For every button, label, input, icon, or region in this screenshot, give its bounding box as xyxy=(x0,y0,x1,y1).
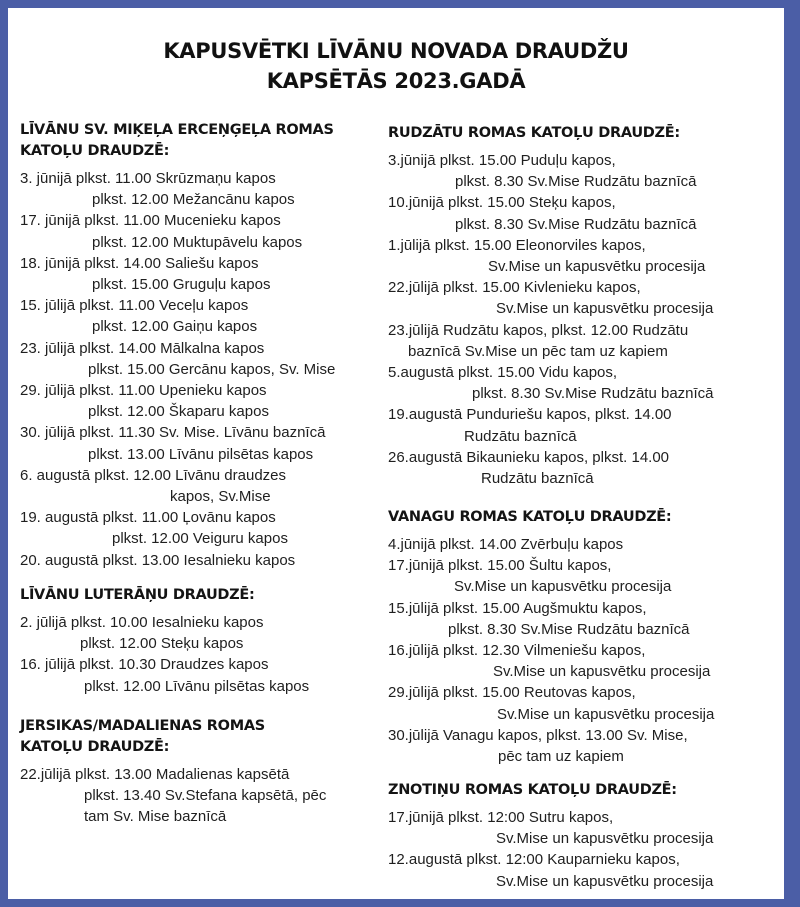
schedule-entry xyxy=(388,235,780,277)
entry-continuation-line: kapos, Sv.Mise xyxy=(170,488,271,506)
schedule-entry xyxy=(388,849,780,891)
page-title xyxy=(8,36,784,96)
section-heading-line: RUDZĀTU ROMAS KATOĻU DRAUDZĒ: xyxy=(388,125,680,141)
entry-date-line: 4.jūnijā plkst. 14.00 Zvērbuļu kapos xyxy=(388,536,624,553)
entry-continuation-line: Sv.Mise un kapusvētku procesija xyxy=(488,258,706,276)
title-line-2: KAPSĒTĀS 2023.GADĀ xyxy=(266,69,526,93)
entry-date-line: 17.jūnijā plkst. 12:00 Sutru kapos, xyxy=(388,809,614,826)
entry-date-line: 12.augustā plkst. 12:00 Kauparnieku kapos, xyxy=(388,851,680,869)
section-heading-line: ZNOTIŅU ROMAS KATOĻU DRAUDZĒ: xyxy=(388,782,677,798)
schedule-entry xyxy=(20,764,380,828)
section-heading-line: JERSIKAS/MADALIENAS ROMAS xyxy=(20,718,265,734)
entry-date-line: 20. augustā plkst. 13.00 Iesalnieku kapos xyxy=(20,551,296,569)
section-heading-line: KATOĻU DRAUDZĒ: xyxy=(20,143,170,159)
schedule-entry xyxy=(20,253,380,295)
entry-date-line: 30. jūlijā plkst. 11.30 Sv. Mise. Līvānu baznīcā xyxy=(20,424,326,442)
title-line-1: KAPUSVĒTKI LĪVĀNU NOVADA DRAUDŽU xyxy=(163,39,629,63)
entry-date-line: 6. augustā plkst. 12.00 Līvānu draudzes xyxy=(20,466,287,484)
entry-date-line: 19.augustā Punduriešu kapos, plkst. 14.00 xyxy=(388,406,672,424)
entry-date-line: 18. jūnijā plkst. 14.00 Saliešu kapos xyxy=(20,254,259,272)
entry-date-line: 16. jūlijā plkst. 10.30 Draudzes kapos xyxy=(20,656,269,674)
section-heading xyxy=(388,780,780,801)
entry-date-line: 29. jūlijā plkst. 11.00 Upenieku kapos xyxy=(20,382,267,400)
entry-continuation-line: pēc tam uz kapiem xyxy=(498,748,624,766)
schedule-list xyxy=(388,534,780,767)
entry-continuation-line: Sv.Mise un kapusvētku procesija xyxy=(454,578,672,596)
entry-continuation-line: Sv.Mise un kapusvētku procesija xyxy=(497,705,715,723)
schedule-entry xyxy=(388,150,780,192)
schedule-entry xyxy=(20,465,380,507)
schedule-entry xyxy=(388,682,780,724)
schedule-entry xyxy=(20,550,380,571)
schedule-entry xyxy=(388,277,780,319)
entry-date-line: 5.augustā plkst. 15.00 Vidu kapos, xyxy=(388,364,618,382)
entry-continuation-line: Rudzātu baznīcā xyxy=(464,427,577,445)
entry-date-line: 26.augustā Bikaunieku kapos, plkst. 14.00 xyxy=(388,448,670,466)
entry-continuation-line: Sv.Mise un kapusvētku procesija xyxy=(496,872,714,890)
entry-date-line: 10.jūnijā plkst. 15.00 Steķu kapos, xyxy=(388,194,616,212)
entry-date-line: 23. jūlijā plkst. 14.00 Mālkalna kapos xyxy=(20,339,265,357)
schedule-entry xyxy=(388,555,780,597)
schedule-entry xyxy=(20,507,380,549)
schedule-entry xyxy=(20,338,380,380)
schedule-entry xyxy=(388,725,780,767)
section-jersikas-madalienas xyxy=(20,716,380,828)
entry-continuation-line: plkst. 12.00 Līvānu pilsētas kapos xyxy=(84,677,310,695)
entry-continuation-line: plkst. 12.00 Steķu kapos xyxy=(80,635,244,653)
section-heading xyxy=(20,120,380,162)
schedule-entry xyxy=(20,168,380,210)
entry-date-line: 2. jūlijā plkst. 10.00 Iesalnieku kapos xyxy=(20,614,264,631)
entry-continuation-line: plkst. 12.00 Gaiņu kapos xyxy=(92,318,258,336)
entry-continuation-line: plkst. 8.30 Sv.Mise Rudzātu baznīcā xyxy=(455,173,697,191)
section-heading-line: LĪVĀNU SV. MIĶEĻA ERCEŅĢEĻA ROMAS xyxy=(20,122,334,138)
entry-date-line: 1.jūlijā plkst. 15.00 Eleonorviles kapos, xyxy=(388,236,646,254)
section-rudzatu xyxy=(388,123,780,489)
entry-continuation-line: tam Sv. Mise baznīcā xyxy=(84,808,227,826)
entry-continuation-line: Sv.Mise un kapusvētku procesija xyxy=(493,663,711,681)
schedule-entry xyxy=(388,640,780,682)
entry-continuation-line: plkst. 12.00 Škaparu kapos xyxy=(88,403,269,421)
entry-continuation-line: plkst. 12.00 Muktupāvelu kapos xyxy=(92,233,303,251)
entry-date-line: 22.jūlijā plkst. 15.00 Kivlenieku kapos, xyxy=(388,279,641,297)
schedule-entry xyxy=(20,654,380,696)
entry-date-line: 3.jūnijā plkst. 15.00 Puduļu kapos, xyxy=(388,152,616,169)
schedule-list xyxy=(20,168,380,571)
schedule-entry xyxy=(388,320,780,362)
entry-date-line: 15.jūlijā plkst. 15.00 Augšmuktu kapos, xyxy=(388,599,647,617)
schedule-list xyxy=(20,612,380,697)
entry-continuation-line: plkst. 15.00 Gercānu kapos, Sv. Mise xyxy=(88,360,336,378)
entry-date-line: 23.jūlijā Rudzātu kapos, plkst. 12.00 Rudzātu xyxy=(388,321,689,339)
entry-continuation-line: Rudzātu baznīcā xyxy=(481,470,594,488)
entry-continuation-line: plkst. 13.00 Līvānu pilsētas kapos xyxy=(88,445,314,463)
entry-date-line: 15. jūlijā plkst. 11.00 Veceļu kapos xyxy=(20,297,249,315)
entry-date-line: 17. jūnijā plkst. 11.00 Mucenieku kapos xyxy=(20,212,281,230)
entry-date-line: 30.jūlijā Vanagu kapos, plkst. 13.00 Sv. Mise, xyxy=(388,726,688,744)
poster xyxy=(8,8,784,899)
section-heading-line: KATOĻU DRAUDZĒ: xyxy=(20,739,170,755)
schedule-entry xyxy=(388,534,780,555)
entry-date-line: 16.jūlijā plkst. 12.30 Vilmeniešu kapos, xyxy=(388,642,646,660)
entry-date-line: 22.jūlijā plkst. 13.00 Madalienas kapsētā xyxy=(20,766,290,783)
section-livanu-katolu xyxy=(20,120,380,571)
entry-continuation-line: baznīcā Sv.Mise un pēc tam uz kapiem xyxy=(408,342,668,360)
schedule-entry xyxy=(20,612,380,654)
section-heading xyxy=(388,123,780,144)
section-heading xyxy=(20,585,380,606)
entry-date-line: 3. jūnijā plkst. 11.00 Skrūzmaņu kapos xyxy=(20,170,276,187)
section-heading xyxy=(388,507,780,528)
schedule-entry xyxy=(388,362,780,404)
entry-continuation-line: plkst. 15.00 Gruguļu kapos xyxy=(92,276,271,294)
schedule-entry xyxy=(388,447,780,489)
schedule-list xyxy=(388,150,780,489)
schedule-entry xyxy=(20,295,380,337)
entry-continuation-line: Sv.Mise un kapusvētku procesija xyxy=(496,300,714,318)
schedule-entry xyxy=(20,210,380,252)
section-znotinu xyxy=(388,780,780,892)
entry-date-line: 29.jūlijā plkst. 15.00 Reutovas kapos, xyxy=(388,684,636,702)
schedule-list xyxy=(388,807,780,892)
section-heading-line: VANAGU ROMAS KATOĻU DRAUDZĒ: xyxy=(388,509,672,525)
schedule-entry xyxy=(20,422,380,464)
schedule-entry xyxy=(388,192,780,234)
schedule-list xyxy=(20,764,380,828)
entry-date-line: 17.jūnijā plkst. 15.00 Šultu kapos, xyxy=(388,557,612,575)
schedule-entry xyxy=(388,404,780,446)
entry-date-line: 19. augustā plkst. 11.00 Ļovānu kapos xyxy=(20,509,276,527)
entry-continuation-line: Sv.Mise un kapusvētku procesija xyxy=(496,830,714,848)
schedule-entry xyxy=(388,807,780,849)
entry-continuation-line: plkst. 13.40 Sv.Stefana kapsētā, pēc xyxy=(84,787,327,805)
section-vanagu xyxy=(388,507,780,767)
entry-continuation-line: plkst. 8.30 Sv.Mise Rudzātu baznīcā xyxy=(455,215,697,233)
schedule-entry xyxy=(388,598,780,640)
schedule-entry xyxy=(20,380,380,422)
section-livanu-luteranu xyxy=(20,585,380,697)
entry-continuation-line: plkst. 8.30 Sv.Mise Rudzātu baznīcā xyxy=(472,385,714,403)
section-heading-line: LĪVĀNU LUTERĀŅU DRAUDZĒ: xyxy=(20,587,255,603)
section-heading xyxy=(20,716,380,758)
entry-continuation-line: plkst. 12.00 Mežancānu kapos xyxy=(92,191,295,209)
entry-continuation-line: plkst. 8.30 Sv.Mise Rudzātu baznīcā xyxy=(448,620,690,638)
entry-continuation-line: plkst. 12.00 Veiguru kapos xyxy=(112,530,288,548)
